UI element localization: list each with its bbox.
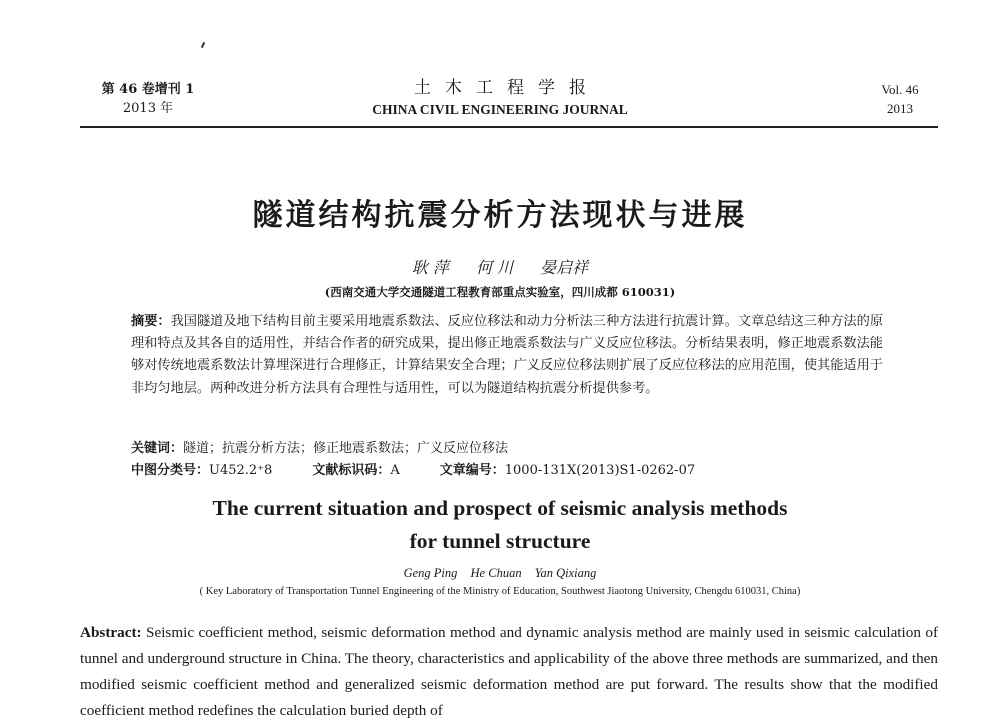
abstract-en-label: Abstract [80, 624, 137, 641]
abstract-cn [131, 311, 883, 400]
abstract-en-text: Seismic coefficient method, seismic deformation method and dynamic analysis method are mainly used in seismic calculation of tunnel and underground structure in China. The theory, characteristics and applicability of the above three methods are summarized, and then modified seismic coefficient method and generalized seismic deformation method are put forward. The results show that the modified coefficient method redefines the calculation buried depth of [80, 624, 939, 719]
classification-line [131, 461, 891, 481]
paper-title-en-line1: The current situation and prospect of seismic analysis methods [212, 496, 788, 520]
journal-name-en: CHINA CIVIL ENGINEERING JOURNAL [372, 102, 628, 117]
author-en-3: Yan Qixiang [534, 566, 597, 580]
abstract-cn-text: 我国隧道及地下结构目前主要采用地震系数法、反应位移法和动力分析法三种方法进行抗震计算。文章总结这三种方法的原理和特点及其各自的适用性，并结合作者的研究成果，提出修正地震系数法与广义反应位移法。分析结果表明，修正地震系数法能够对传统地震系数法计算埋深进行合理修正，计算结果安全合理；广义反应位移法则扩展了反应位移法的应用范围，使其能适用于非均匀地层。两种改进分析方法具有合理性与适用性，可以为隧道结构抗震分析提供参考。 [131, 314, 884, 396]
keywords-cn-text: 隧道；抗震分析方法；修正地震系数法；广义反应位移法 [183, 441, 509, 456]
author-cn-2: 何 川 [475, 258, 514, 277]
author-cn-1: 耿 萍 [411, 258, 449, 277]
abstract-cn-label: 摘要： [131, 314, 171, 329]
paper-title-en [0, 492, 1000, 558]
clc-label: 中图分类号： [131, 463, 210, 478]
header-divider [80, 126, 938, 128]
article-number-label: 文章编号： [439, 463, 505, 478]
header-volume-cn [93, 80, 203, 118]
year-cn: 2013 年 [122, 101, 174, 116]
authors-en [0, 566, 1000, 581]
clc-value: U452.2⁺8 [209, 463, 273, 478]
scan-mark [201, 42, 205, 48]
affiliation-en: ( Key Laboratory of Transportation Tunnel Engineering of the Ministry of Education, Southwest Jiaotong University, Chengdu 610031, China) [199, 586, 801, 597]
header-volume-en [870, 80, 930, 118]
journal-name-cn: 土木工程学报 [414, 78, 600, 98]
volume-cn: 第 46 卷增刊 1 [101, 82, 195, 97]
doc-code-label: 文献标识码： [312, 463, 391, 478]
volume-en: Vol. 46 [881, 82, 919, 97]
author-en-2: He Chuan [470, 566, 522, 580]
doc-code-value: A [390, 463, 400, 478]
paper-title-cn: 隧道结构抗震分析方法现状与进展 [252, 198, 748, 233]
abstract-en: Abstract: Seismic coefficient method, seismic deformation method and dynamic analysis method are mainly used in seismic calculation of tunnel and underground structure in China. The theory, characteristics and applicability of the above three methods are summarized, and then modified seismic coefficient method and generalized seismic deformation method are put forward. The results show that the modified coefficient method redefines the calculation buried depth of [80, 624, 939, 719]
year-en: 2013 [887, 101, 913, 116]
header-journal [330, 78, 670, 120]
author-en-1: Geng Ping [403, 566, 458, 580]
article-number-value: 1000-131X(2013)S1-0262-07 [504, 463, 696, 478]
authors-cn [0, 255, 1000, 278]
affiliation-cn: (西南交通大学交通隧道工程教育部重点实验室，四川成都 610031) [324, 285, 676, 299]
keywords-cn-label: 关键词： [131, 441, 184, 456]
author-cn-3: 晏启祥 [540, 258, 589, 277]
keywords-cn [131, 439, 891, 459]
paper-title-en-line2: for tunnel structure [409, 529, 591, 553]
